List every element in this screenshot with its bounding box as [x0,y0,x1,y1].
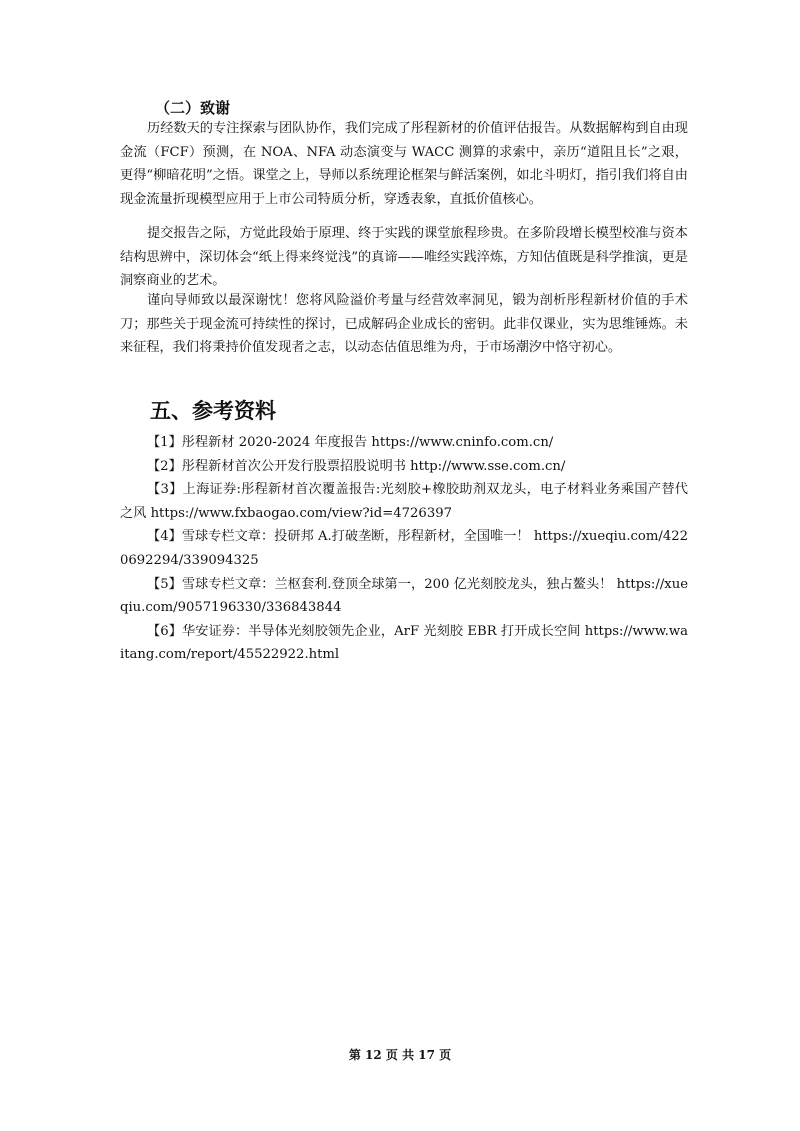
reference-item-4: 【4】雪球专栏文章：投研邦 A.打破垄断，彤程新材，全国唯一！ https://xueqiu.com/4220692294/339094325 [120,529,688,568]
reference-item-1: 【1】彤程新材 2020-2024 年度报告 https://www.cninfo.com.cn/ [147,435,554,450]
reference-item-5: 【5】雪球专栏文章：兰枢套利.登顶全球第一，200 亿光刻胶龙头，独占鳌头！ https://xueqiu.com/9057196330/336843844 [120,576,688,616]
references-heading: 五、参考资料 [150,398,276,423]
acknowledgement-paragraph-2: 提交报告之际，方觉此段始于原理、终于实践的课堂旅程珍贵。在多阶段增长模型校准与资本结构思辨中，深切体会“纸上得来终觉浅”的真谛——唯经实践淬炼，方知估值既是科学推演，更是洞察商业的艺术。 [120,226,688,289]
acknowledgement-paragraph-3: 谨向导师致以最深谢忱！您将风险溢价考量与经营效率洞见，锻为剖析彤程新材价值的手术刀；那些关于现金流可持续性的探讨，已成解码企业成长的密钥。此非仅课业，实为思维锤炼。未来征程，我们将秉持价值发现者之志，以动态估值思维为舟，于市场潮汐中恪守初心。 [120,293,688,356]
page-number-footer: 第 12 页 共 17 页 [348,1048,452,1062]
reference-item-2: 【2】彤程新材首次公开发行股票招股说明书 http://www.sse.com.cn/ [147,458,566,474]
reference-item-3: 【3】上海证券:彤程新材首次覆盖报告:光刻胶+橡胶助剂双龙头，电子材料业务乘国产替代之风 https://www.fxbaogao.com/view?id=4726397 [120,482,688,521]
acknowledgement-heading: （二）致谢 [155,99,231,117]
acknowledgement-paragraph-1: 历经数天的专注探索与团队协作，我们完成了彤程新材的价值评估报告。从数据解构到自由现金流（FCF）预测，在 NOA、NFA 动态演变与 WACC 测算的求索中，亲历“道阻且长”之艰，更得“柳暗花明”之悟。课堂之上，导师以系统理论框架与鲜活案例，如北斗明灯，指引我们将自由现金流量折现模型应用于上市公司特质分析，穿透表象，直抵价值核心。 [120,121,688,207]
references-list [120,431,688,667]
reference-item-6: 【6】华安证券：半导体光刻胶领先企业，ArF 光刻胶 EBR 打开成长空间 https://www.waitang.com/report/45522922.html [120,623,688,663]
